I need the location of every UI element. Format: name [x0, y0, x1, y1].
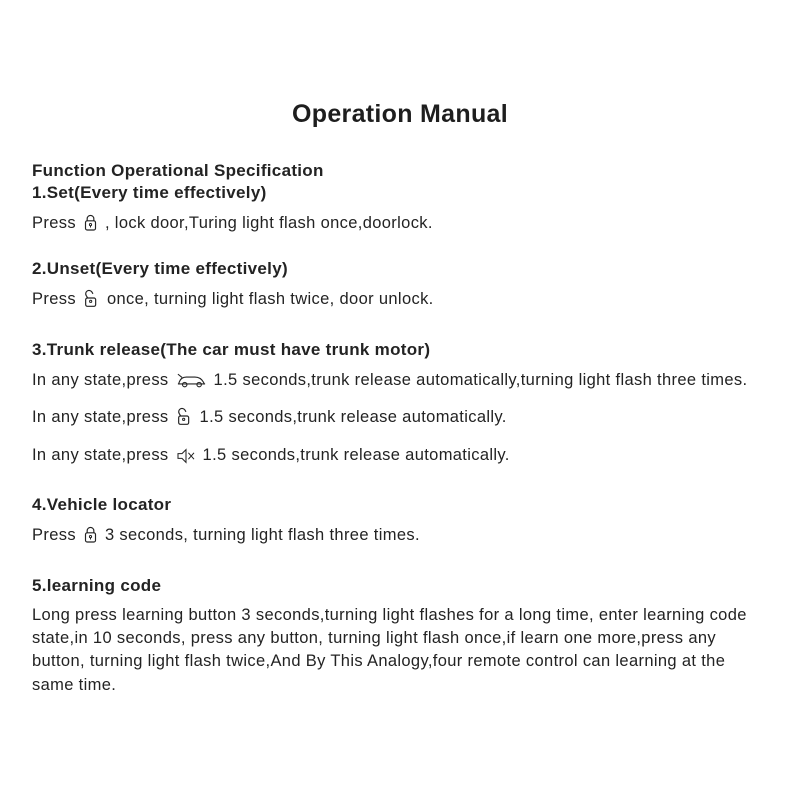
instruction-text: In any state,press [32, 370, 169, 389]
section-heading-learning: 5.learning code [32, 575, 162, 595]
instruction-text: 1.5 seconds,trunk release automatically,turning light flash three times. [213, 370, 748, 389]
spec-heading: Function Operational Specification [32, 161, 324, 180]
instruction-text: Press [32, 214, 76, 232]
instruction-text: Press [32, 526, 76, 545]
speaker-mute-icon [176, 448, 196, 464]
instruction-text: In any state,press [32, 445, 169, 464]
instruction-text: 1.5 seconds,trunk release automatically. [202, 445, 510, 464]
instruction-line-trunk-2 [32, 406, 768, 429]
instruction-text: 3 seconds, turning light flash three times. [104, 526, 420, 545]
page-title: Operation Manual [292, 100, 508, 128]
instruction-line-unset [32, 288, 768, 311]
instruction-text: once, turning light flash twice, door unlock. [106, 290, 434, 309]
instruction-text: , lock door,Turing light flash once,doorlock. [104, 214, 433, 232]
learning-code-paragraph: Long press learning button 3 seconds,turning light flashes for a long time, enter learning code state,in 10 seconds, press any button, turning light flash once,if learn one more,press any button, turning light flash twice,And By This Analogy,four remote control can learning at the same time. [32, 605, 747, 694]
lock-open-icon [83, 288, 100, 308]
instruction-line-trunk-1 [32, 369, 768, 392]
lock-open-icon [176, 406, 193, 426]
instruction-line-trunk-3 [32, 444, 768, 467]
section-heading-set: 1.Set(Every time effectively) [32, 183, 267, 202]
section-heading-trunk: 3.Trunk release(The car must have trunk motor) [32, 339, 431, 359]
instruction-text: In any state,press [32, 408, 169, 427]
car-trunk-icon [176, 372, 207, 389]
section-heading-unset: 2.Unset(Every time effectively) [32, 259, 288, 279]
instruction-line-set [32, 212, 768, 235]
instruction-text: 1.5 seconds,trunk release automatically. [199, 408, 507, 427]
lock-closed-icon [83, 213, 98, 232]
manual-content [32, 161, 768, 697]
section-heading-locator: 4.Vehicle locator [32, 495, 172, 515]
lock-closed-icon [83, 525, 98, 544]
instruction-line-locator [32, 524, 768, 547]
instruction-text: Press [32, 290, 76, 309]
